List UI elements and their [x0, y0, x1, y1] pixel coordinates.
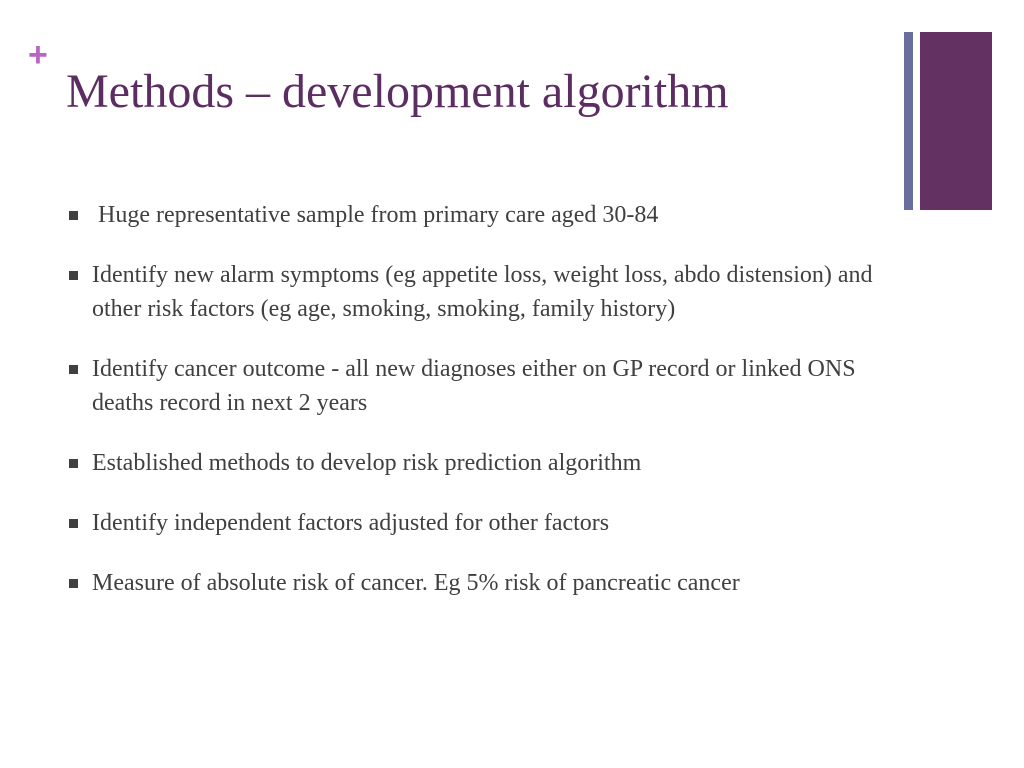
bullet-item	[66, 446, 896, 480]
accent-bar-thick	[920, 32, 992, 210]
bullet-list	[66, 198, 896, 626]
square-bullet-icon	[69, 271, 78, 280]
bullet-item	[66, 506, 896, 540]
square-bullet-icon	[69, 519, 78, 528]
bullet-item	[66, 352, 896, 420]
accent-bar-thin	[904, 32, 913, 210]
bullet-text: Established methods to develop risk prediction algorithm	[92, 450, 642, 476]
bullet-item	[66, 258, 896, 326]
bullet-text: Identify new alarm symptoms (eg appetite loss, weight loss, abdo distension) and other risk factors (eg age, smoking, smoking, family history)	[92, 262, 873, 322]
plus-icon: +	[28, 36, 48, 74]
square-bullet-icon	[69, 579, 78, 588]
square-bullet-icon	[69, 211, 78, 220]
bullet-text: Identify cancer outcome - all new diagnoses either on GP record or linked ONS deaths record in next 2 years	[92, 356, 856, 416]
bullet-text: Identify independent factors adjusted for other factors	[92, 510, 610, 536]
bullet-text: Huge representative sample from primary care aged 30-84	[92, 202, 659, 228]
bullet-item	[66, 198, 896, 232]
square-bullet-icon	[69, 459, 78, 468]
slide-title: Methods – development algorithm	[66, 65, 729, 118]
bullet-text: Measure of absolute risk of cancer. Eg 5% risk of pancreatic cancer	[92, 570, 740, 596]
square-bullet-icon	[69, 365, 78, 374]
bullet-item	[66, 566, 896, 600]
